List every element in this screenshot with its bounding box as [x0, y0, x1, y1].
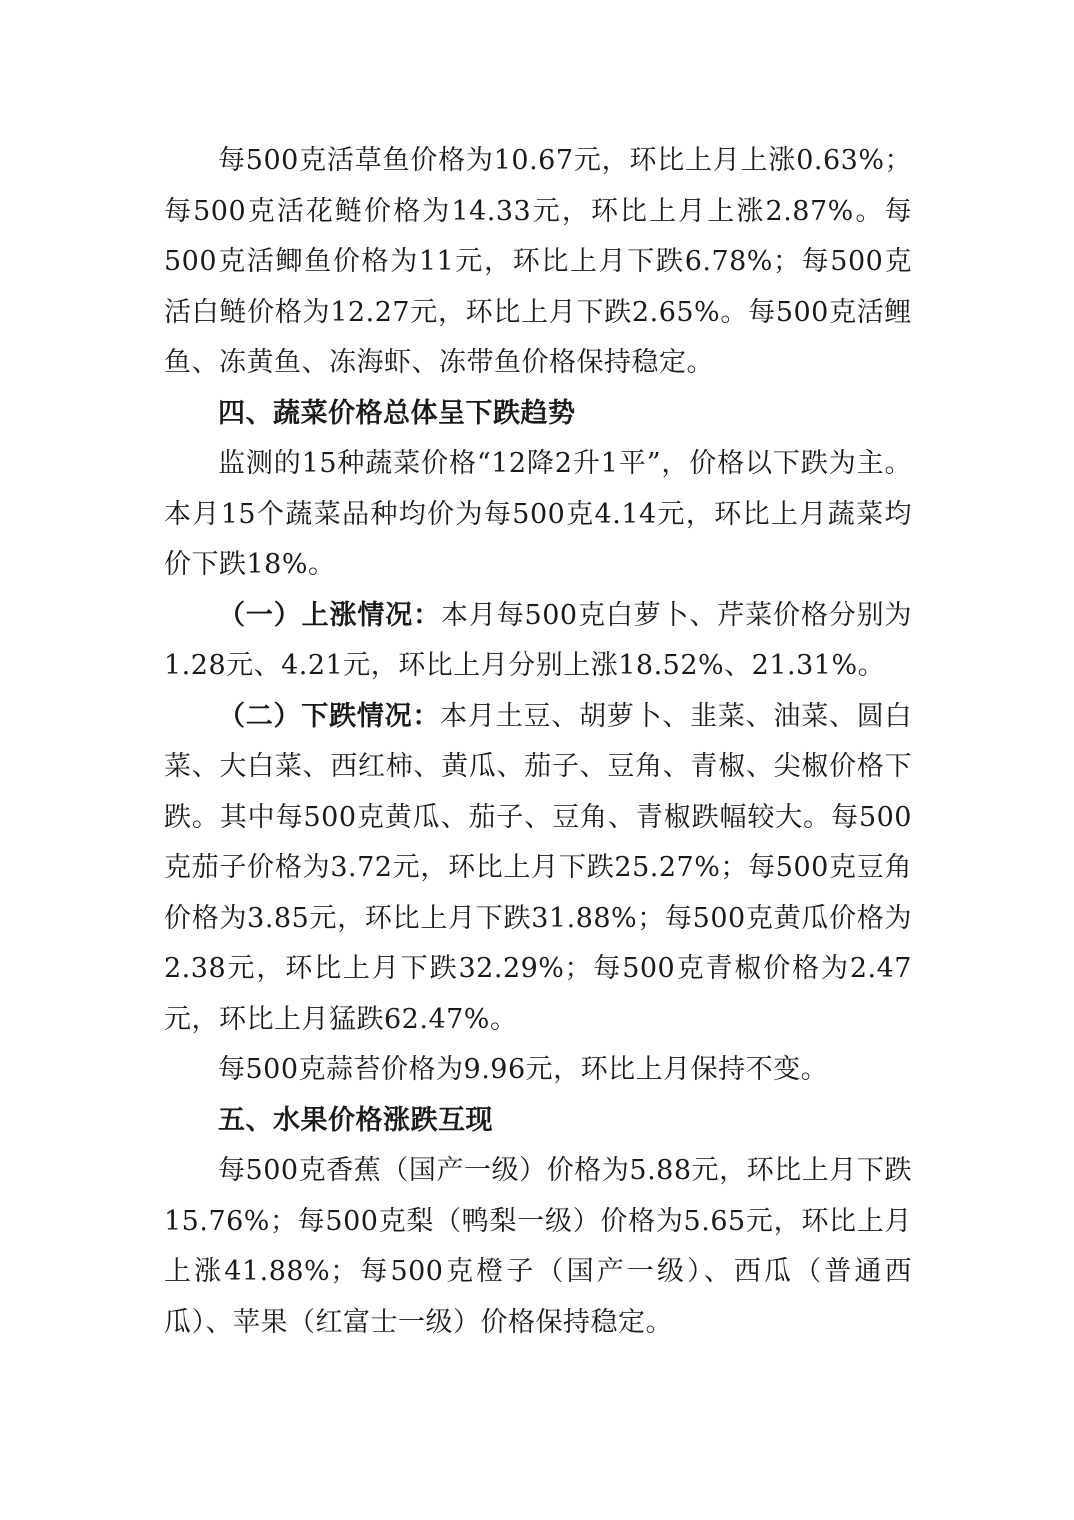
- paragraph-fish-prices: 每500克活草鱼价格为10.67元，环比上月上涨0.63%；每500克活花鲢价格为14.33元，环比上月上涨2.87%。每500克活鲫鱼价格为11元，环比上月下跌6.78%；每500克活白鲢价格为12.27元，环比上月下跌2.65%。每500克活鲤鱼、冻黄鱼、冻海虾、冻带鱼价格保持稳定。: [164, 145, 912, 378]
- paragraph-vegetables-summary: 监测的15种蔬菜价格“12降2升1平”，价格以下跌为主。本月15个蔬菜品种均价为每500克4.14元，环比上月蔬菜均价下跌18%。: [164, 448, 912, 580]
- paragraph-vegetables-rise-text: 本月每500克白萝卜、芹菜价格分别为1.28元、4.21元，环比上月分别上涨18.52%、21.31%。: [164, 599, 913, 681]
- subheading-fall: （二）下跌情况：: [218, 700, 441, 732]
- subheading-rise: （一）上涨情况：: [218, 599, 441, 631]
- section-heading-vegetables: 四、蔬菜价格总体呈下跌趋势: [218, 397, 576, 429]
- paragraph-fruit-prices: 每500克香蕉（国产一级）价格为5.88元，环比上月下跌15.76%；每500克梨（鸭梨一级）价格为5.65元，环比上月上涨41.88%；每500克橙子（国产一级）、西瓜（普通西瓜）、苹果（红富士一级）价格保持稳定。: [164, 1155, 912, 1338]
- document-body: [164, 136, 912, 1348]
- section-heading-fruit: 五、水果价格涨跌互现: [218, 1104, 493, 1136]
- paragraph-vegetables-fall-text: 本月土豆、胡萝卜、韭菜、油菜、圆白菜、大白菜、西红柿、黄瓜、茄子、豆角、青椒、尖椒价格下跌。其中每500克黄瓜、茄子、豆角、青椒跌幅较大。每500克茄子价格为3.72元，环比上月下跌25.27%；每500克豆角价格为3.85元，环比上月下跌31.88%；每500克黄瓜价格为2.38元，环比上月下跌32.29%；每500克青椒价格为2.47元，环比上月猛跌62.47%。: [164, 700, 913, 1035]
- paragraph-vegetables-rise: [164, 591, 912, 692]
- paragraph-vegetables-fall: [164, 692, 912, 1046]
- paragraph-garlic-sprout: 每500克蒜苔价格为9.96元，环比上月保持不变。: [218, 1054, 829, 1085]
